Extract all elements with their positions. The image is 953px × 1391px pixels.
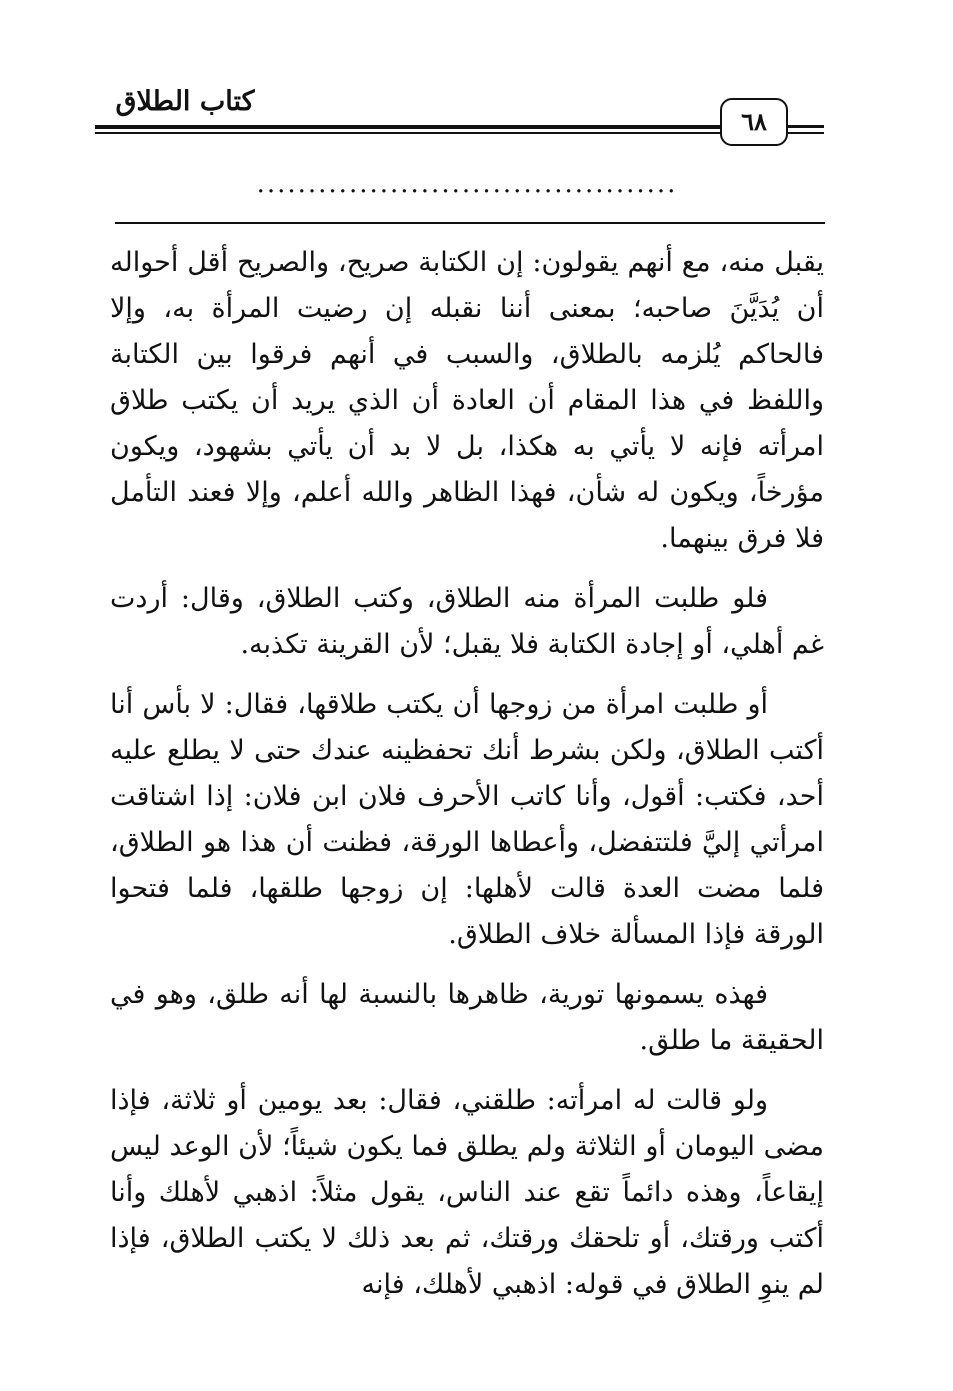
book-title: كتاب الطلاق bbox=[115, 86, 255, 117]
header-rule-thick bbox=[95, 125, 723, 129]
dotted-separator: ......................................... bbox=[256, 169, 678, 199]
page-body bbox=[110, 240, 824, 1322]
page-header bbox=[0, 0, 953, 160]
header-rule-right-thick bbox=[786, 125, 824, 128]
page-number: ٦٨ bbox=[720, 98, 788, 146]
header-rule-right-thin bbox=[786, 132, 824, 134]
paragraph: يقبل منه، مع أنهم يقولون: إن الكتابة صريح، والصريح أقل أحواله أن يُدَيَّنَ صاحبه؛ بمعنى أننا نقبله إن رضيت المرأة به، وإلا فالحاكم يُلزمه بالطلاق، والسبب في أنهم فرقوا بين الكتابة واللفظ في هذا المقام أن العادة أن الذي يريد أن يكتب طلاق امرأته فإنه لا يأتي به هكذا، بل لا بد أن يأتي بشهود، ويكون مؤرخاً، ويكون له شأن، فهذا الظاهر والله أعلم، وإلا فعند التأمل فلا فرق بينهما. bbox=[110, 247, 824, 554]
paragraph: فهذه يسمونها تورية، ظاهرها بالنسبة لها أنه طلق، وهو في الحقيقة ما طلق. bbox=[110, 979, 824, 1056]
separator-rule bbox=[115, 222, 825, 224]
paragraph: ولو قالت له امرأته: طلقني، فقال: بعد يومين أو ثلاثة، فإذا مضى اليومان أو الثلاثة ولم يطلق فما يكون شيئاً؛ لأن الوعد ليس إيقاعاً، وهذه دائماً تقع عند الناس، يقول مثلاً: اذهبي لأهلك وأنا أكتب ورقتك، أو تلحقك ورقتك، ثم بعد ذلك لا يكتب الطلاق، فإذا لم ينوِ الطلاق في قوله: اذهبي لأهلك، فإنه bbox=[110, 1085, 825, 1300]
header-rule-thin bbox=[95, 132, 723, 134]
paragraph: أو طلبت امرأة من زوجها أن يكتب طلاقها، فقال: لا بأس أنا أكتب الطلاق، ولكن بشرط أنك تحفظينه عندك حتى لا يطلع عليه أحد، فكتب: أقول، وأنا كاتب الأحرف فلان ابن فلان: إذا اشتاقت امرأتي إليَّ فلتتفضل، وأعطاها الورقة، فظنت أن هذا هو الطلاق، فلما مضت العدة قالت لأهلها: إن زوجها طلقها، فلما فتحوا الورقة فإذا المسألة خلاف الطلاق. bbox=[110, 689, 824, 950]
paragraph: فلو طلبت المرأة منه الطلاق، وكتب الطلاق، وقال: أردت غم أهلي، أو إجادة الكتابة فلا يقبل؛ لأن القرينة تكذبه. bbox=[110, 583, 824, 660]
